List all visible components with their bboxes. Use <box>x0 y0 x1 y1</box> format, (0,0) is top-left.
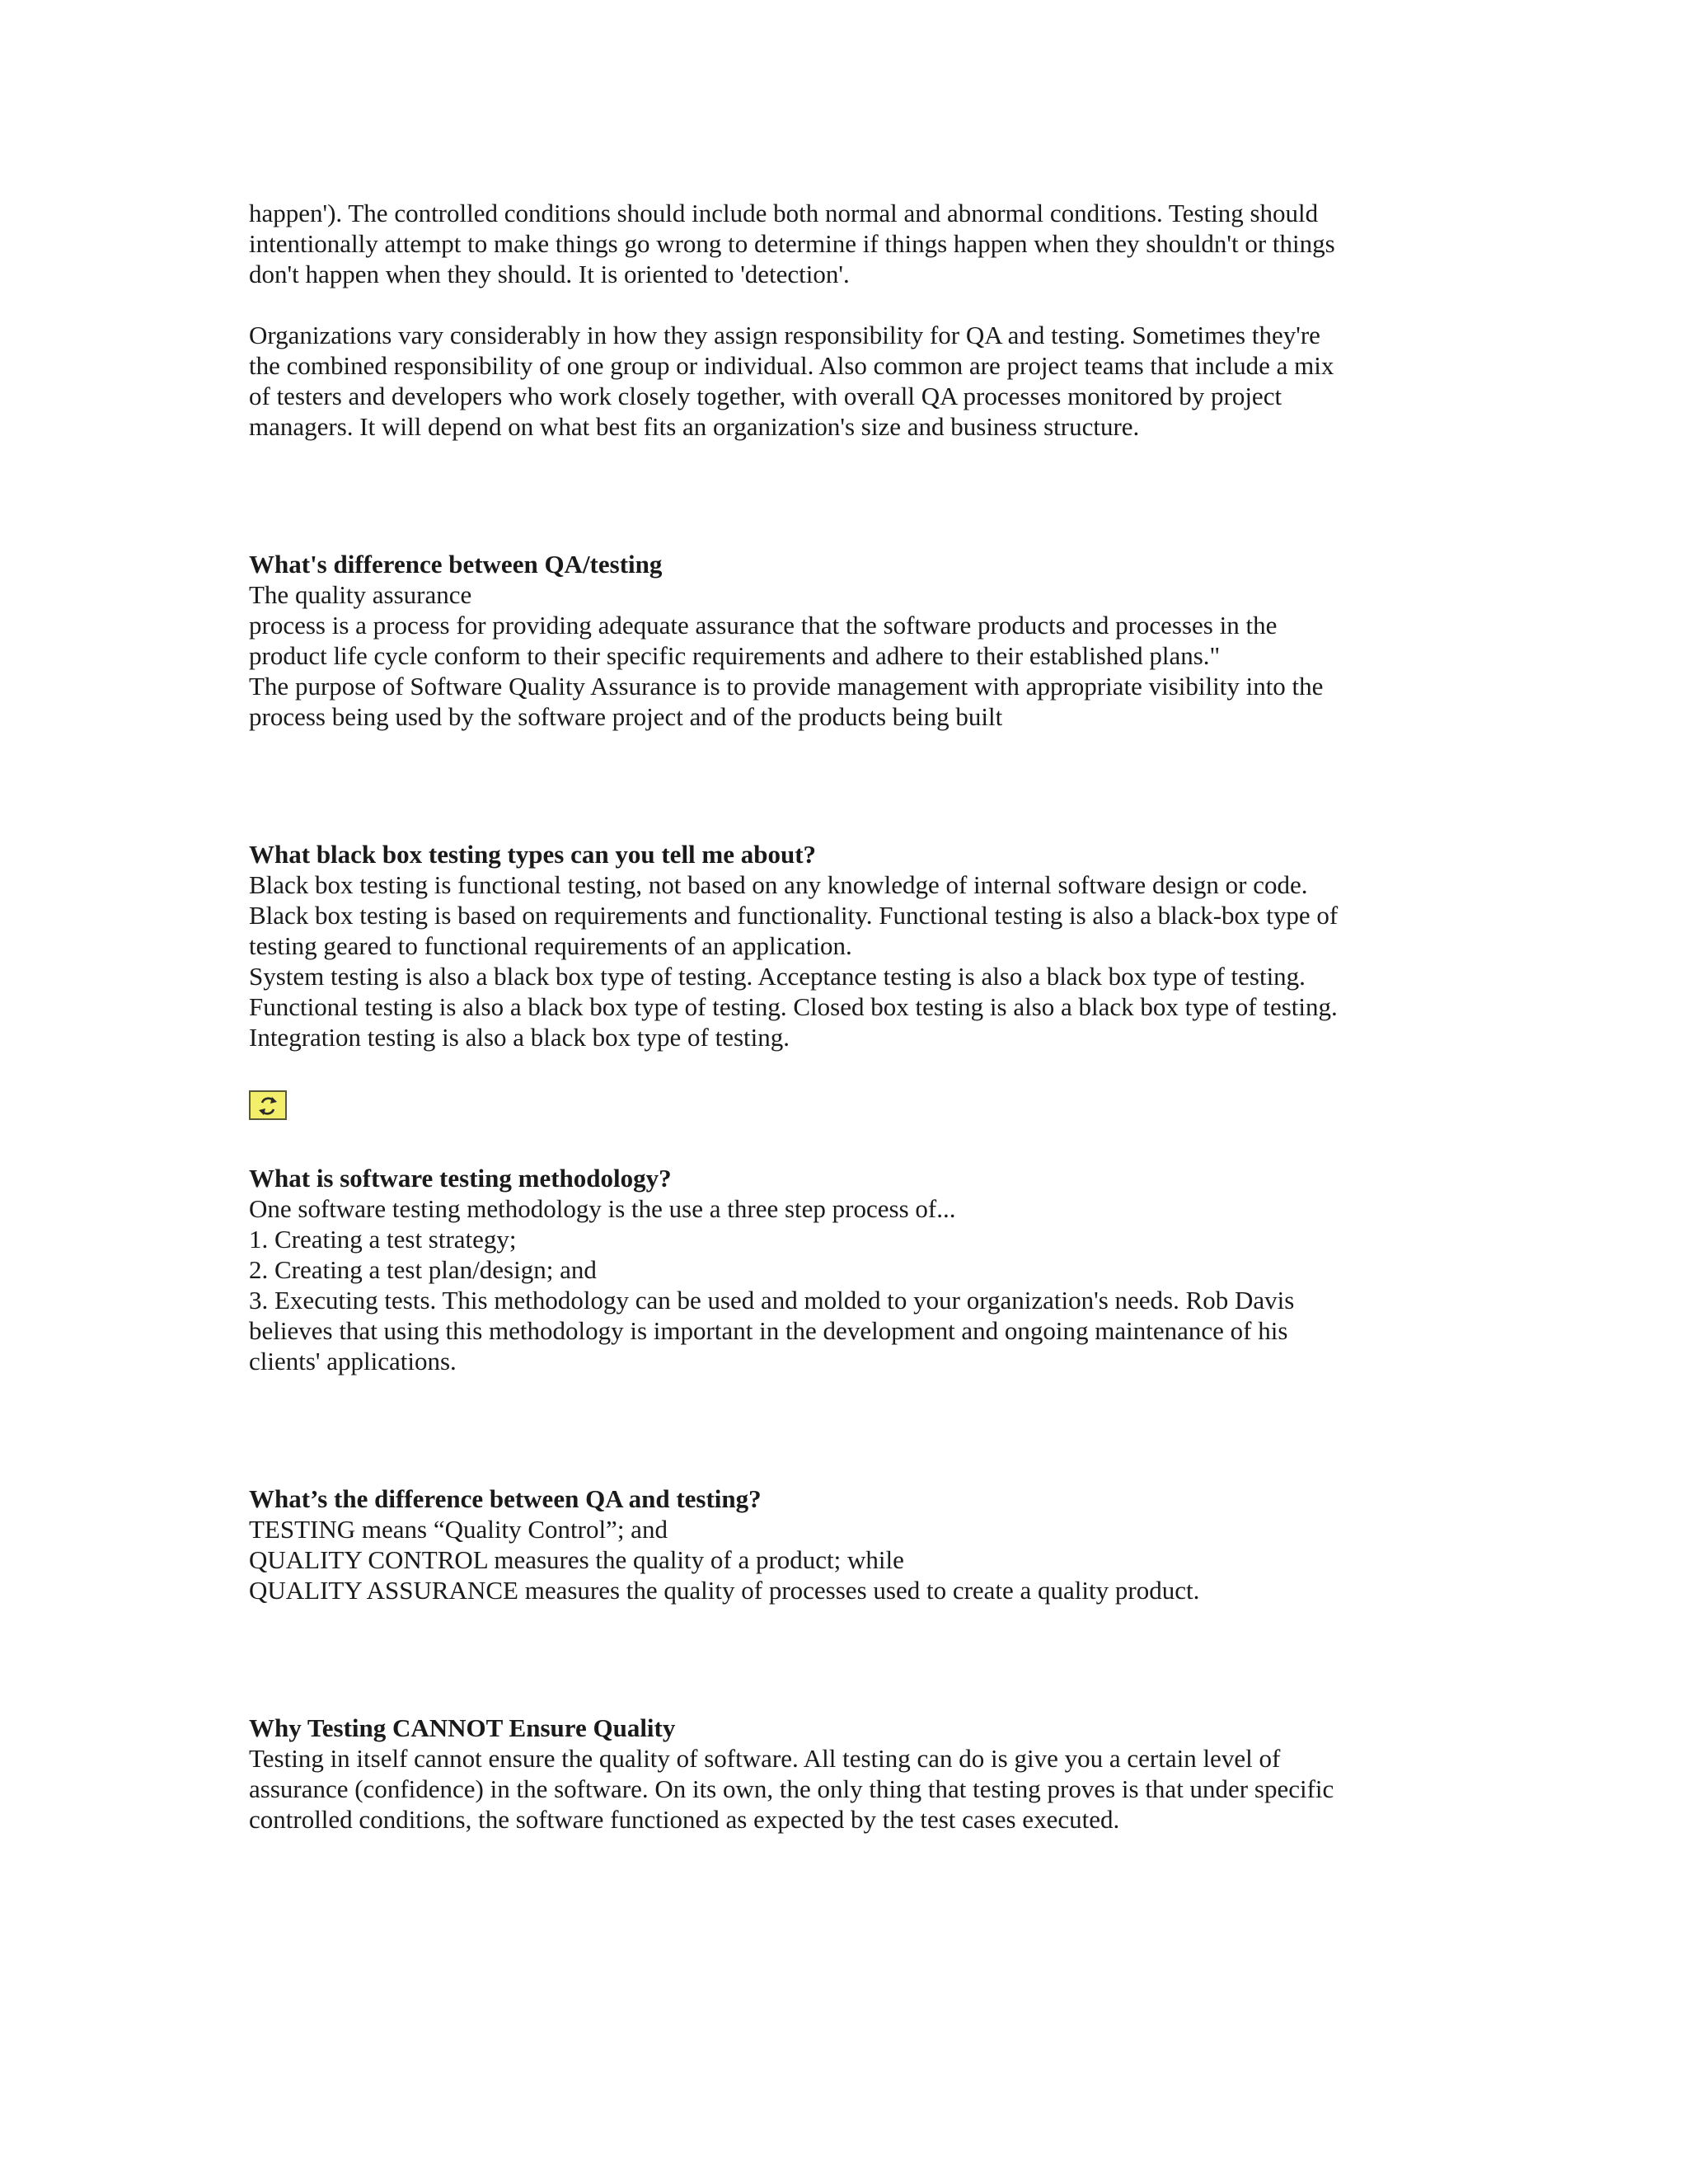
text-line: Organizations vary considerably in how they assign responsibility for QA and testing. Sometimes they're <box>249 321 1320 349</box>
text-line: TESTING means “Quality Control”; and <box>249 1515 668 1544</box>
section-heading: What black box testing types can you tell me about? <box>249 840 817 869</box>
text-line: QUALITY CONTROL measures the quality of a product; while <box>249 1545 904 1574</box>
text-line: intentionally attempt to make things go wrong to determine if things happen when they shouldn't or things <box>249 229 1335 258</box>
text-line: Black box testing is based on requirements and functionality. Functional testing is also a black-box type of <box>249 901 1339 930</box>
text-line: the combined responsibility of one group or individual. Also common are project teams that include a mix <box>249 351 1334 380</box>
text-line: Integration testing is also a black box type of testing. <box>249 1023 790 1052</box>
text-line: happen'). The controlled conditions should include both normal and abnormal conditions. Testing should <box>249 199 1319 227</box>
text-line: controlled conditions, the software functioned as expected by the test cases executed. <box>249 1805 1120 1834</box>
text-line: managers. It will depend on what best fits an organization's size and business structure. <box>249 412 1140 441</box>
text-line: process being used by the software project and of the products being built <box>249 702 1003 731</box>
section-methodology <box>249 1163 1452 1376</box>
section-heading: What is software testing methodology? <box>249 1164 672 1193</box>
section-heading: Why Testing CANNOT Ensure Quality <box>249 1713 676 1742</box>
document-page <box>249 198 1452 1835</box>
section-black-box <box>249 839 1452 1052</box>
intro-paragraph-2 <box>249 320 1452 442</box>
text-line: believes that using this methodology is important in the development and ongoing maintenance of his <box>249 1316 1288 1345</box>
text-line: System testing is also a black box type of testing. Acceptance testing is also a black box type of testing. <box>249 962 1306 991</box>
text-line: assurance (confidence) in the software. On its own, the only thing that testing proves is that under specific <box>249 1774 1334 1803</box>
text-line: The purpose of Software Quality Assurance is to provide management with appropriate visibility into the <box>249 672 1324 701</box>
text-line: QUALITY ASSURANCE measures the quality of processes used to create a quality product. <box>249 1576 1200 1605</box>
text-line: Testing in itself cannot ensure the quality of software. All testing can do is give you a certain level of <box>249 1744 1281 1773</box>
text-line: product life cycle conform to their specific requirements and adhere to their established plans." <box>249 641 1221 670</box>
list-item: 1. Creating a test strategy; <box>249 1225 517 1254</box>
section-heading: What’s the difference between QA and testing? <box>249 1484 762 1513</box>
text-line: One software testing methodology is the use a three step process of... <box>249 1194 956 1223</box>
text-line: process is a process for providing adequate assurance that the software products and processes in the <box>249 611 1278 640</box>
list-item: 2. Creating a test plan/design; and <box>249 1255 597 1284</box>
refresh-icon-glyph <box>256 1094 280 1118</box>
list-item: 3. Executing tests. This methodology can be used and molded to your organization's needs. Rob Davis <box>249 1286 1295 1315</box>
text-line: of testers and developers who work closely together, with overall QA processes monitored by project <box>249 382 1282 410</box>
section-cannot-ensure <box>249 1713 1452 1835</box>
section-qa-testing <box>249 549 1452 732</box>
section-heading: What's difference between QA/testing <box>249 550 663 579</box>
text-line: don't happen when they should. It is oriented to 'detection'. <box>249 260 850 288</box>
refresh-icon[interactable] <box>249 1090 287 1120</box>
text-line: Black box testing is functional testing, not based on any knowledge of internal software design or code. <box>249 870 1308 899</box>
text-line: The quality assurance <box>249 580 472 609</box>
text-line: testing geared to functional requirements of an application. <box>249 931 852 960</box>
text-line: clients' applications. <box>249 1347 457 1376</box>
intro-paragraph-1 <box>249 198 1452 289</box>
text-line: Functional testing is also a black box type of testing. Closed box testing is also a black box type of testing. <box>249 992 1338 1021</box>
section-difference <box>249 1483 1452 1605</box>
